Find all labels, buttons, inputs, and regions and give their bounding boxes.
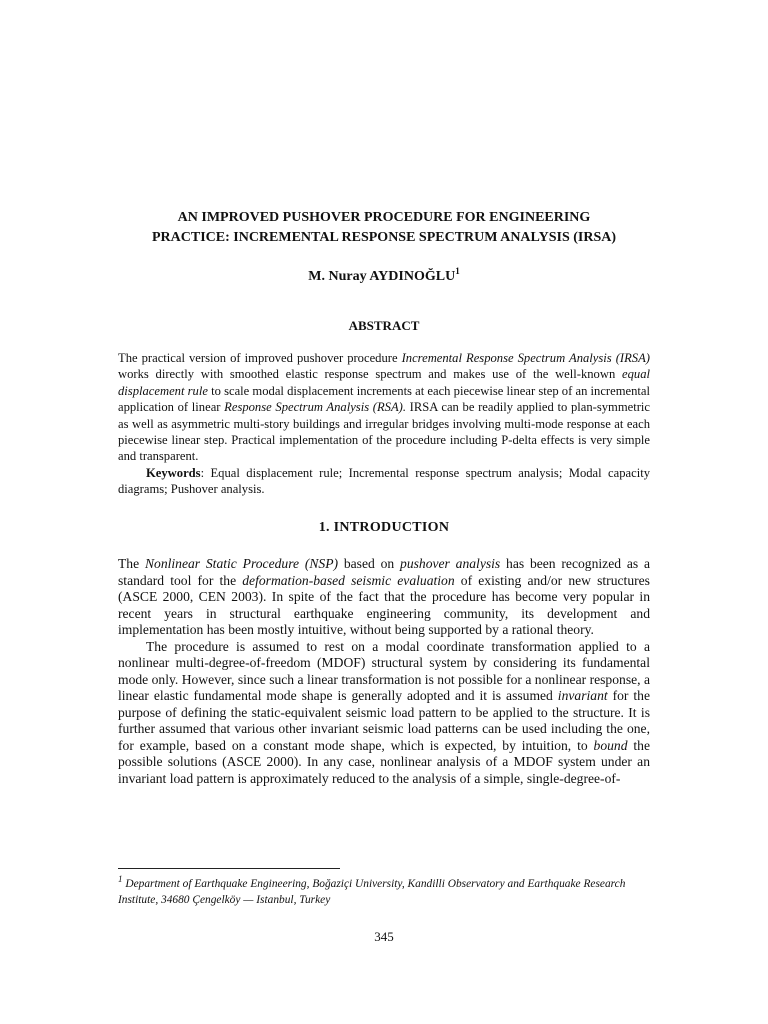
text-run: to scale modal displacement increments at each piecewise linear step of an incremental application of linear <box>118 383 650 415</box>
text-run: The procedure is assumed to rest on a modal coordinate transformation applied to a nonlinear multi-degree-of-freedom (MDOF) structural system by considering its fundamental mode only. However, since such a linear transformation is not possible for a nonlinear response, a linear elastic fundamental mode shape is generally adopted and it is assumed <box>118 638 650 703</box>
author-name: M. Nuray AYDINOĞLU <box>308 269 456 284</box>
text-run: the possible solutions (ASCE 2000). In any case, nonlinear analysis of a MDOF system under an invariant load pattern is approximately reduced to the analysis of a simple, single-degree-of- <box>118 737 650 786</box>
paper-title <box>118 208 650 248</box>
text-run: has been recognized as a standard tool for the <box>118 556 651 588</box>
introduction-body <box>118 556 650 787</box>
author-line <box>118 268 650 286</box>
text-run: for the purpose of defining the static-equivalent seismic load pattern to be applied to the structure. It is further assumed that various other invariant seismic load patterns can be used including the one, for example, based on a constant mode shape, which is expected, by intuition, to <box>118 688 650 753</box>
abstract-heading: ABSTRACT <box>348 318 420 333</box>
introduction-heading: 1. INTRODUCTION <box>318 520 450 535</box>
italic-term: pushover analysis <box>400 556 501 571</box>
text-run: of existing and/or new structures (ASCE 2000, CEN 2003). In spite of the fact that the procedure has become very popular in recent years in structural earthquake engineering community, its development and implementation has been mostly intuitive, without being supported by a rational theory. <box>118 572 650 637</box>
title-line-1: AN IMPROVED PUSHOVER PROCEDURE FOR ENGINEERING <box>177 210 591 225</box>
author-footnote-mark: 1 <box>455 266 460 276</box>
abstract-paragraph <box>118 350 650 465</box>
text-run: The <box>118 556 145 571</box>
text-run: IRSA can be readily applied to plan-symmetric as well as asymmetric multi-story buildings and irregular bridges involving multi-mode response at each piecewise linear step. Practical implementation of the procedure including P-delta effects is very simple and transparent. <box>118 400 650 464</box>
paper-page <box>118 0 650 1024</box>
abstract <box>118 350 650 498</box>
italic-term: deformation-based seismic evaluation <box>242 572 455 588</box>
footnote <box>118 876 650 908</box>
text-run: based on <box>338 556 401 571</box>
italic-term: invariant <box>557 688 608 703</box>
keywords-paragraph <box>118 465 650 498</box>
text-run: The practical version of improved pushover procedure <box>118 351 402 365</box>
page-number: 345 <box>374 929 394 944</box>
italic-term: Nonlinear Static Procedure (NSP) <box>144 556 339 571</box>
intro-paragraph-2 <box>118 639 650 788</box>
italic-term: bound <box>593 737 628 753</box>
keywords-label: Keywords <box>146 465 201 480</box>
footnote-rule <box>118 868 340 869</box>
intro-paragraph-1 <box>118 556 650 639</box>
italic-term: Response Spectrum Analysis (RSA). <box>224 400 406 415</box>
keywords-text: : Equal displacement rule; Incremental response spectrum analysis; Modal capacity diagrams; Pushover analysis. <box>118 465 650 497</box>
italic-term: equal displacement rule <box>118 367 650 398</box>
italic-term: Incremental Response Spectrum Analysis (IRSA) <box>401 351 650 365</box>
text-run: works directly with smoothed elastic response spectrum and makes use of the well-known <box>118 367 623 382</box>
footnote-text: Department of Earthquake Engineering, Boğaziçi University, Kandilli Observatory and Earthquake Research Institute, 34680 Çengelköy — Istanbul, Turkey <box>118 878 626 906</box>
footnote-mark: 1 <box>118 874 123 884</box>
title-line-2: PRACTICE: INCREMENTAL RESPONSE SPECTRUM ANALYSIS (IRSA) <box>151 230 617 245</box>
